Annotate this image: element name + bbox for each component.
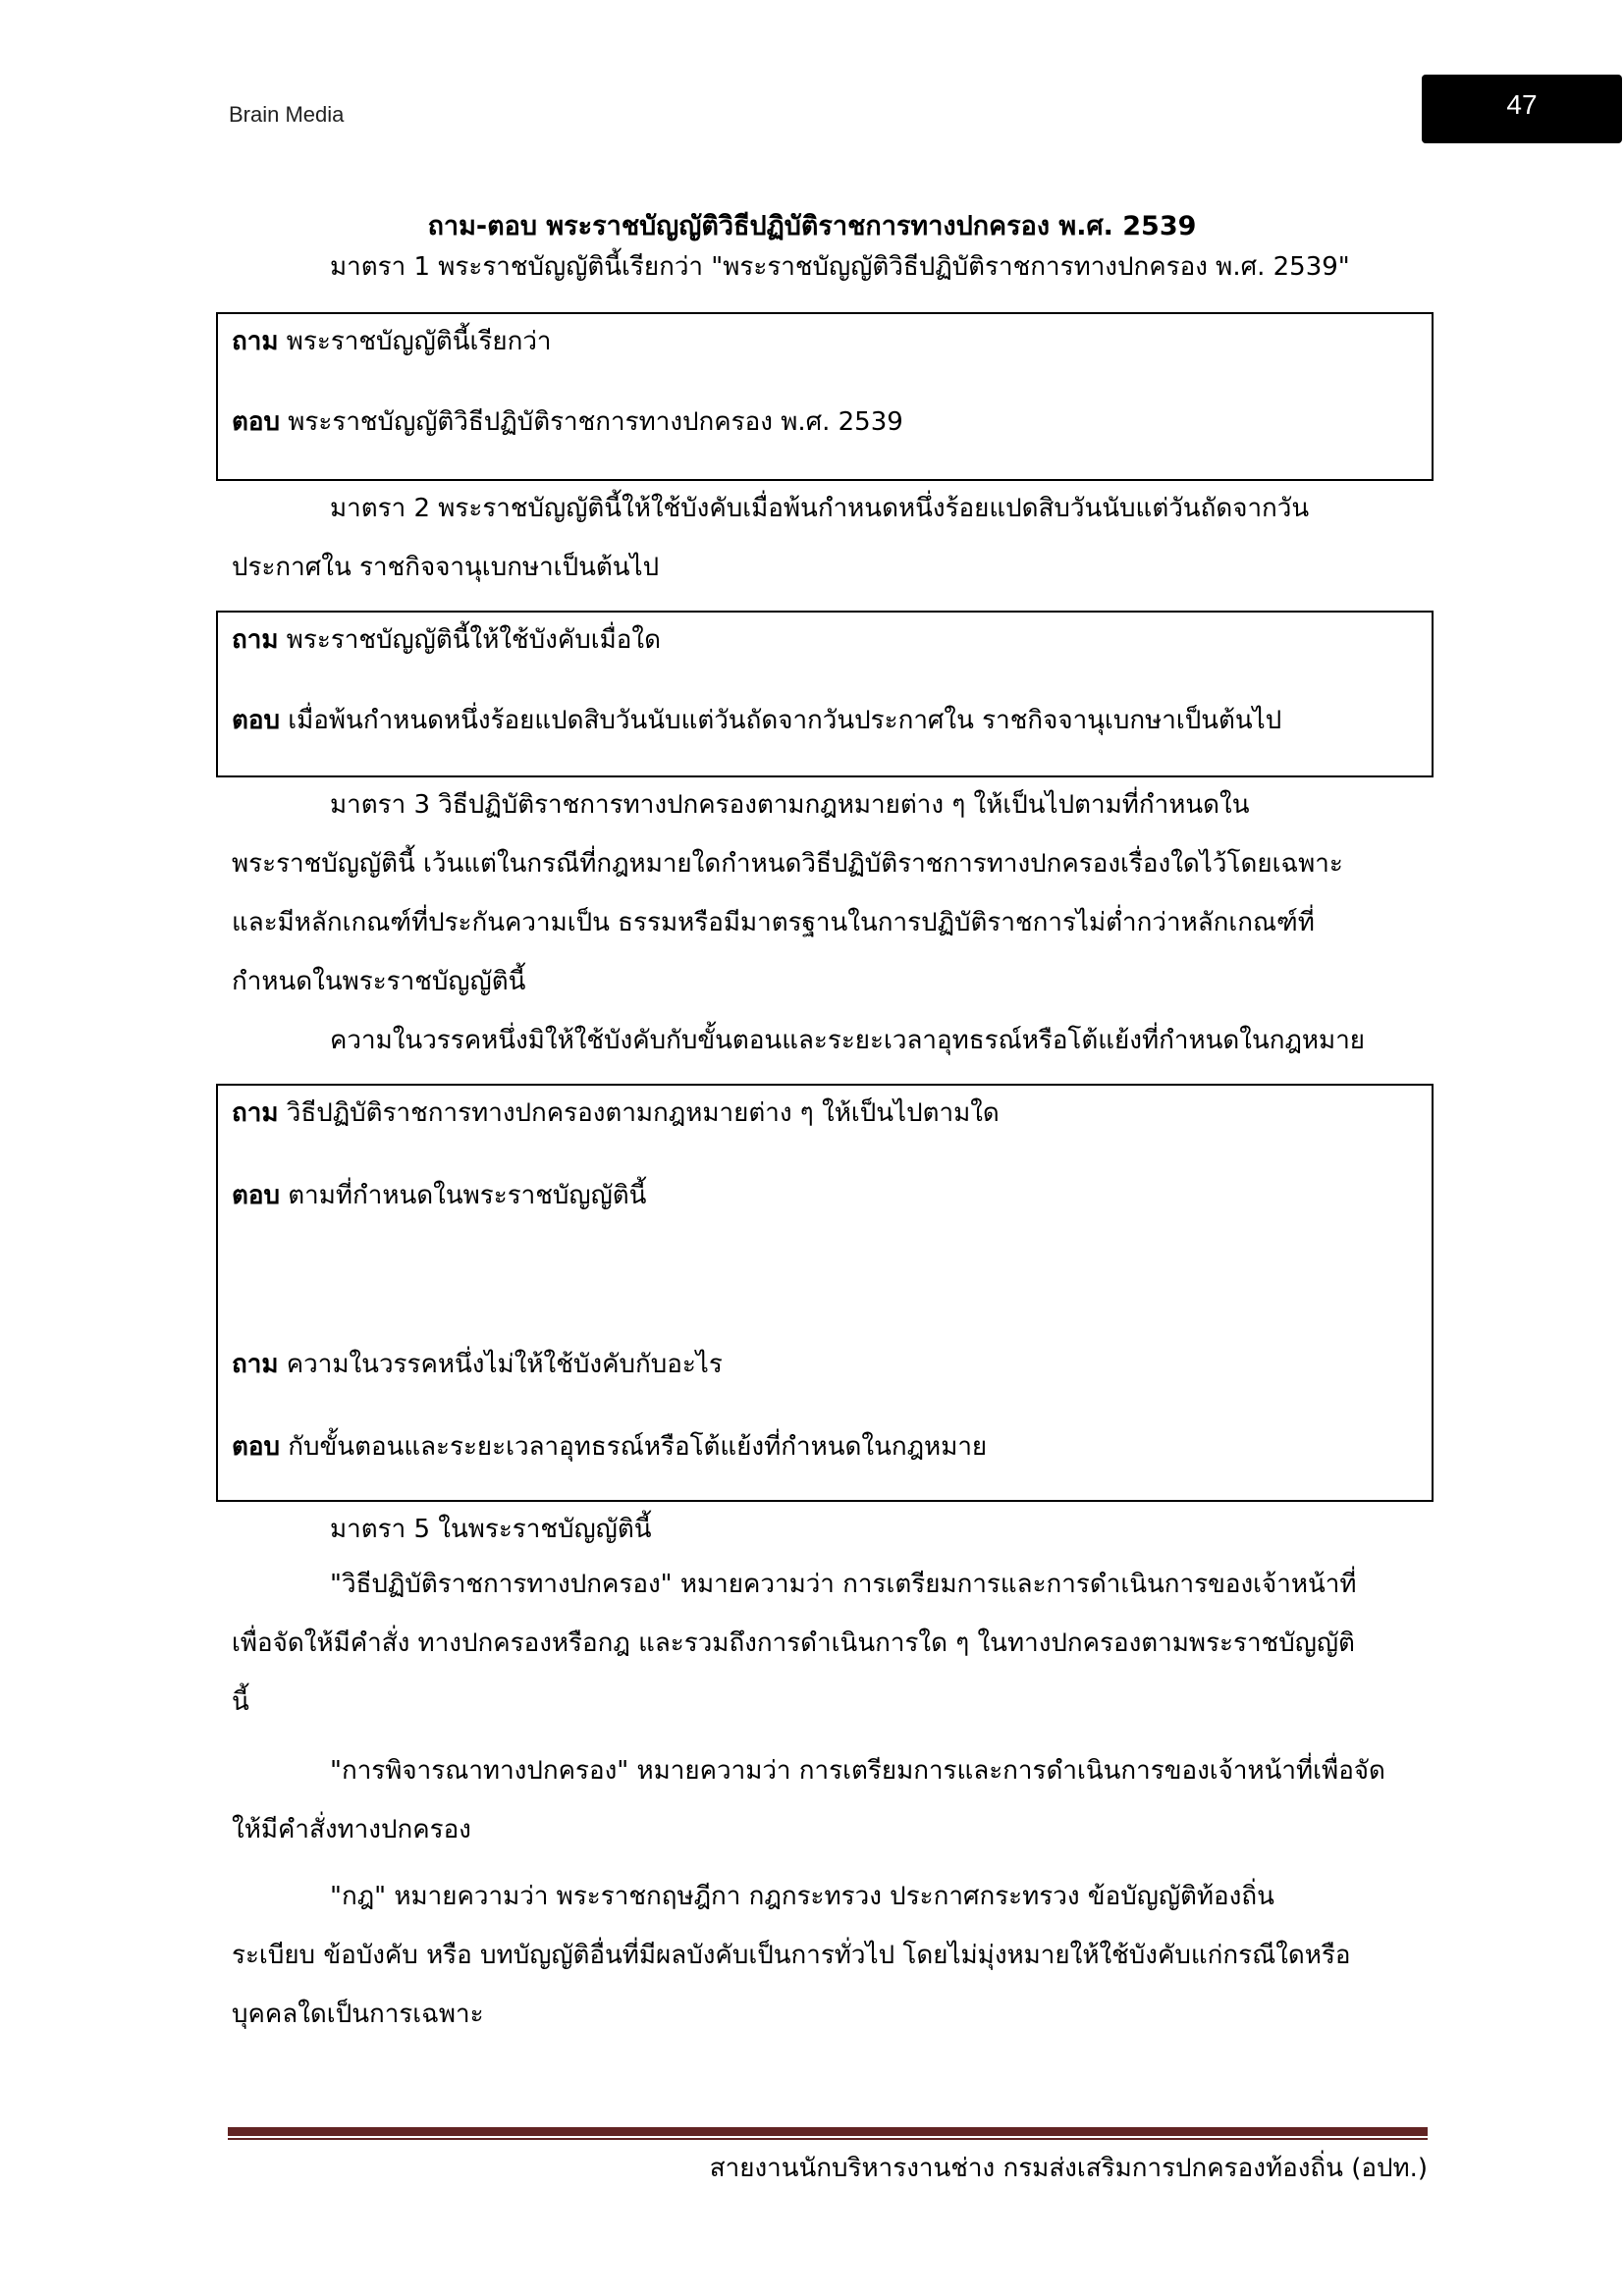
- answer-label: ตอบ: [232, 407, 281, 437]
- answer-text: ตามที่กำหนดในพระราชบัญญัตินี้: [280, 1181, 647, 1210]
- question-3a: [232, 1094, 1000, 1133]
- qa-box-1: [216, 312, 1434, 481]
- answer-3a: [232, 1176, 646, 1215]
- section-5-text-line8: ระเบียบ ข้อบังคับ หรือ บทบัญญัติอื่นที่มีผลบังคับเป็นการทั่วไป โดยไม่มุ่งหมายให้ใช้บังคับแก่กรณีใดหรือ: [232, 1941, 1351, 1970]
- answer-text: เมื่อพ้นกำหนดหนึ่งร้อยแปดสิบวันนับแต่วันถัดจากวันประกาศใน ราชกิจจานุเบกษาเป็นต้นไป: [280, 706, 1282, 735]
- answer-label: ตอบ: [232, 706, 281, 735]
- section-1-text: มาตรา 1 พระราชบัญญัตินี้เรียกว่า "พระราชบัญญัติวิธีปฏิบัติราชการทางปกครอง พ.ศ. 2539": [330, 252, 1350, 282]
- question-label: ถาม: [232, 1350, 279, 1379]
- section-3-text-line3: และมีหลักเกณฑ์ที่ประกันความเป็น ธรรมหรือมีมาตรฐานในการปฏิบัติราชการไม่ต่ำกว่าหลักเกณฑ์ที่: [232, 908, 1315, 937]
- answer-1: [232, 402, 903, 442]
- section-2-text-line1: มาตรา 2 พระราชบัญญัตินี้ให้ใช้บังคับเมื่อพ้นกำหนดหนึ่งร้อยแปดสิบวันนับแต่วันถัดจากวัน: [330, 494, 1310, 523]
- section-3-text-line5: ความในวรรคหนึ่งมิให้ใช้บังคับกับขั้นตอนและระยะเวลาอุทธรณ์หรือโต้แย้งที่กำหนดในกฎหมาย: [330, 1026, 1366, 1055]
- section-5-text-line4: นี้: [232, 1687, 249, 1717]
- section-5-text-line7: "กฎ" หมายความว่า พระราชกฤษฎีกา กฎกระทรวง ประกาศกระทรวง ข้อบัญญัติท้องถิ่น: [330, 1882, 1274, 1911]
- section-3-text-line2: พระราชบัญญัตินี้ เว้นแต่ในกรณีที่กฎหมายใดกำหนดวิธีปฏิบัติราชการทางปกครองเรื่องใดไว้โดยเฉพาะ: [232, 849, 1343, 879]
- answer-2: [232, 701, 1281, 740]
- question-1: [232, 322, 552, 361]
- document-title: ถาม-ตอบ พระราชบัญญัติวิธีปฏิบัติราชการทางปกครอง พ.ศ. 2539: [427, 211, 1197, 241]
- page-number: 47: [1506, 89, 1538, 120]
- section-5-text-line6: ให้มีคำสั่งทางปกครอง: [232, 1815, 471, 1844]
- question-label: ถาม: [232, 327, 279, 356]
- section-5-text-line9: บุคคลใดเป็นการเฉพาะ: [232, 2000, 484, 2029]
- section-2-text-line2: ประกาศใน ราชกิจจานุเบกษาเป็นต้นไป: [232, 553, 660, 582]
- section-5-text-line1: มาตรา 5 ในพระราชบัญญัตินี้: [330, 1515, 652, 1544]
- qa-box-2: [216, 611, 1434, 777]
- answer-3b: [232, 1427, 987, 1467]
- qa-box-3: [216, 1084, 1434, 1502]
- answer-text: กับขั้นตอนและระยะเวลาอุทธรณ์หรือโต้แย้งที่กำหนดในกฎหมาย: [280, 1432, 988, 1462]
- question-text: วิธีปฏิบัติราชการทางปกครองตามกฎหมายต่าง ๆ ให้เป็นไปตามใด: [278, 1098, 1000, 1128]
- section-5-text-line3: เพื่อจัดให้มีคำสั่ง ทางปกครองหรือกฎ และรวมถึงการดำเนินการใด ๆ ในทางปกครองตามพระราชบัญญัติ: [232, 1629, 1355, 1658]
- footer-text: สายงานนักบริหารงานช่าง กรมส่งเสริมการปกครองท้องถิ่น (อปท.): [709, 2154, 1428, 2183]
- question-text: พระราชบัญญัตินี้ให้ใช้บังคับเมื่อใด: [278, 625, 661, 655]
- answer-label: ตอบ: [232, 1432, 281, 1462]
- question-3b: [232, 1345, 723, 1384]
- section-5-text-line2: "วิธีปฏิบัติราชการทางปกครอง" หมายความว่า การเตรียมการและการดำเนินการของเจ้าหน้าที่: [330, 1570, 1357, 1599]
- question-text: พระราชบัญญัตินี้เรียกว่า: [278, 327, 552, 356]
- answer-label: ตอบ: [232, 1181, 281, 1210]
- answer-text: พระราชบัญญัติวิธีปฏิบัติราชการทางปกครอง พ.ศ. 2539: [280, 407, 903, 437]
- question-label: ถาม: [232, 1098, 279, 1128]
- section-5-text-line5: "การพิจารณาทางปกครอง" หมายความว่า การเตรียมการและการดำเนินการของเจ้าหน้าที่เพื่อจัด: [330, 1756, 1385, 1786]
- question-text: ความในวรรคหนึ่งไม่ให้ใช้บังคับกับอะไร: [278, 1350, 723, 1379]
- page-number-badge: [1422, 75, 1622, 143]
- header-brand: Brain Media: [229, 102, 345, 127]
- footer-divider-thick: [228, 2127, 1428, 2136]
- question-label: ถาม: [232, 625, 279, 655]
- section-3-text-line1: มาตรา 3 วิธีปฏิบัติราชการทางปกครองตามกฎหมายต่าง ๆ ให้เป็นไปตามที่กำหนดใน: [330, 790, 1250, 820]
- footer-divider-thin: [228, 2138, 1428, 2140]
- section-3-text-line4: กำหนดในพระราชบัญญัตินี้: [232, 967, 526, 996]
- question-2: [232, 620, 661, 660]
